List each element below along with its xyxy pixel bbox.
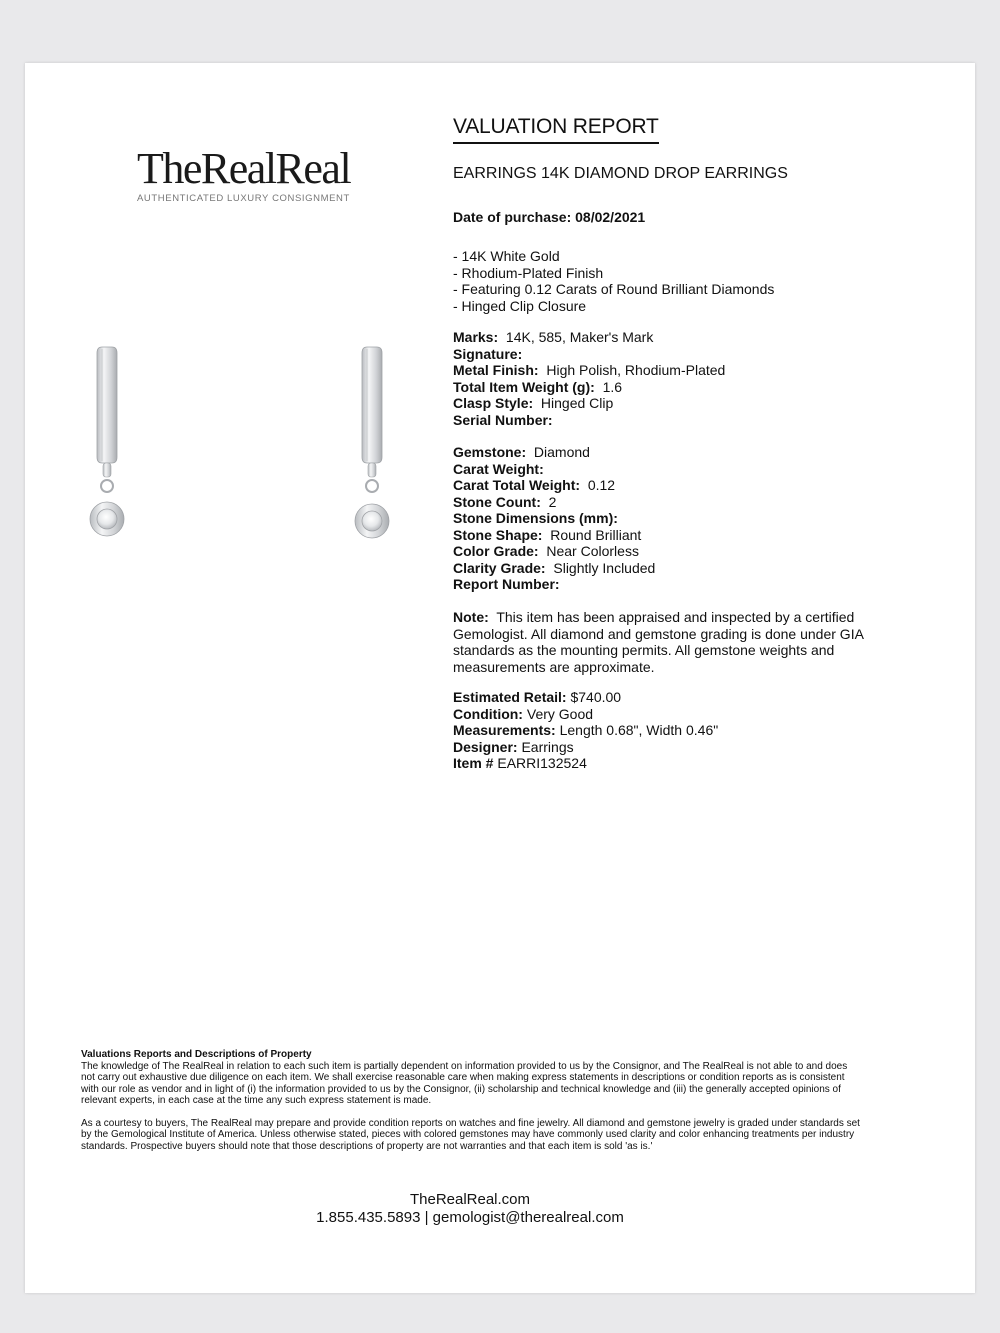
spec-row-marks [453,329,893,346]
spec-value: Slightly Included [553,559,656,576]
spec-label: Metal Finish: [453,362,539,378]
spec-label: Carat Total Weight: [453,477,581,493]
legal-paragraph: As a courtesy to buyers, The RealReal may prepare and provide condition reports on watches and fine jewelry. All diamond and gemstone jewelry is graded under standards set by the Gemological Institute of America. Unless otherwise stated, pieces with colored gemstones may have commonly used clarity and color enhancing treatments per industry standards. Prospective buyers should note that those descriptions of property are not warranties and that each item is sold 'as is.' [81,1117,860,1152]
spec-value: 0.12 [587,477,616,493]
spec-row-carat-weight [453,461,893,478]
spec-row-report-number [453,576,893,593]
list-item: - Hinged Clip Closure [453,297,587,314]
spec-row-stone-dimensions [453,510,893,527]
spec-row-color-grade [453,543,893,560]
summary-value: EARRI132524 [497,755,587,771]
spec-value: 1.6 [602,378,623,395]
spec-row-serial-number [453,412,893,429]
summary-row-designer [453,739,893,756]
earring-image-right [350,345,400,545]
spec-value: Hinged Clip [540,395,614,411]
purchase-date [453,209,645,225]
contact-footer [25,1191,915,1227]
summary-row-measurements [453,722,893,739]
summary-label: Item # [453,755,494,771]
purchase-date-label: Date of purchase: [453,209,572,225]
summary-row-item-number [453,755,893,772]
spec-row-carat-total-weight [453,477,893,494]
report-title: VALUATION REPORT [453,115,659,144]
report-sheet [25,63,975,1293]
spec-row-stone-shape [453,527,893,544]
spec-row-stone-count [453,494,893,511]
summary-label: Estimated Retail: [453,689,567,705]
summary-label: Measurements: [453,722,556,738]
summary-row-condition [453,706,893,723]
spec-row-clasp-style [453,395,893,412]
summary-row-estimated-retail [453,689,893,706]
contact-line: 1.855.435.5893 | gemologist@therealreal.com [316,1209,624,1226]
brand-logo [137,144,377,204]
earring-image-left [85,345,135,545]
spec-label: Stone Dimensions (mm): [453,510,618,526]
spec-row-metal-finish [453,362,893,379]
metal-specs [453,329,893,428]
logo-tagline: AUTHENTICATED LUXURY CONSIGNMENT [137,193,350,204]
list-item: - Rhodium-Plated Finish [453,264,604,281]
spec-row-clarity-grade [453,560,893,577]
legal-heading: Valuations Reports and Descriptions of Property [81,1049,312,1060]
spec-label: Total Item Weight (g): [453,378,595,395]
website-link[interactable]: TheRealReal.com [409,1191,531,1208]
note-text: This item has been appraised and inspected by a certified Gemologist. All diamond and gemstone grading is done under GIA standards as the mounting permits. All gemstone weights and measurements are approximate. [453,609,864,675]
spec-label: Color Grade: [453,543,539,559]
feature-list [453,248,893,314]
spec-label: Clasp Style: [453,395,534,411]
note-label: Note: [453,609,489,625]
spec-value: Near Colorless [546,543,639,559]
spec-label: Report Number: [453,576,560,592]
summary-value: Earrings [521,738,574,755]
summary-label: Condition: [453,705,523,722]
legal-paragraph: The knowledge of The RealReal in relation to each such item is partially dependent on information provided to us by the Consignor, and The RealReal is not able to and does not carry out exhaustive due diligence on each item. We shall exercise reasonable care when making express statements in descriptions or condition reports as is consistent with our role as vendor and in light of (i) the information provided to us by the Consignor, (ii) scholarship and technical knowledge and (iii) the generally accepted opinions of relevant experts, in each case at the time any such express statement is made. [81,1060,848,1106]
spec-label: Gemstone: [453,444,527,460]
spec-label: Clarity Grade: [453,559,546,576]
summary-label: Designer: [453,738,518,755]
spec-row-signature [453,346,893,363]
spec-label: Marks: [453,329,499,345]
spec-label: Carat Weight: [453,460,544,477]
spec-row-gemstone [453,444,893,461]
summary-value: Very Good [526,705,594,722]
spec-row-total-weight [453,379,893,396]
spec-value: 14K, 585, Maker's Mark [505,329,654,345]
list-item: - Featuring 0.12 Carats of Round Brilliant Diamonds [453,281,775,297]
summary-value: $740.00 [570,689,622,705]
spec-value: Round Brilliant [550,526,642,543]
summary-value: Length 0.68", Width 0.46" [559,722,719,738]
logo-wordmark: TheRealReal [137,144,351,193]
appraisal-note [453,609,893,675]
purchase-date-value: 08/02/2021 [575,209,646,225]
spec-value: High Polish, Rhodium-Plated [546,362,726,378]
spec-label: Signature: [453,345,523,362]
report-subtitle: EARRINGS 14K DIAMOND DROP EARRINGS [453,165,788,182]
spec-label: Serial Number: [453,411,553,428]
spec-value: 2 [548,493,557,510]
legal-disclaimer [81,1049,861,1152]
spec-label: Stone Shape: [453,526,543,543]
valuation-summary [453,689,893,772]
list-item: - 14K White Gold [453,248,560,264]
gemstone-specs [453,444,893,593]
spec-value: Diamond [533,444,590,460]
spec-label: Stone Count: [453,493,541,510]
